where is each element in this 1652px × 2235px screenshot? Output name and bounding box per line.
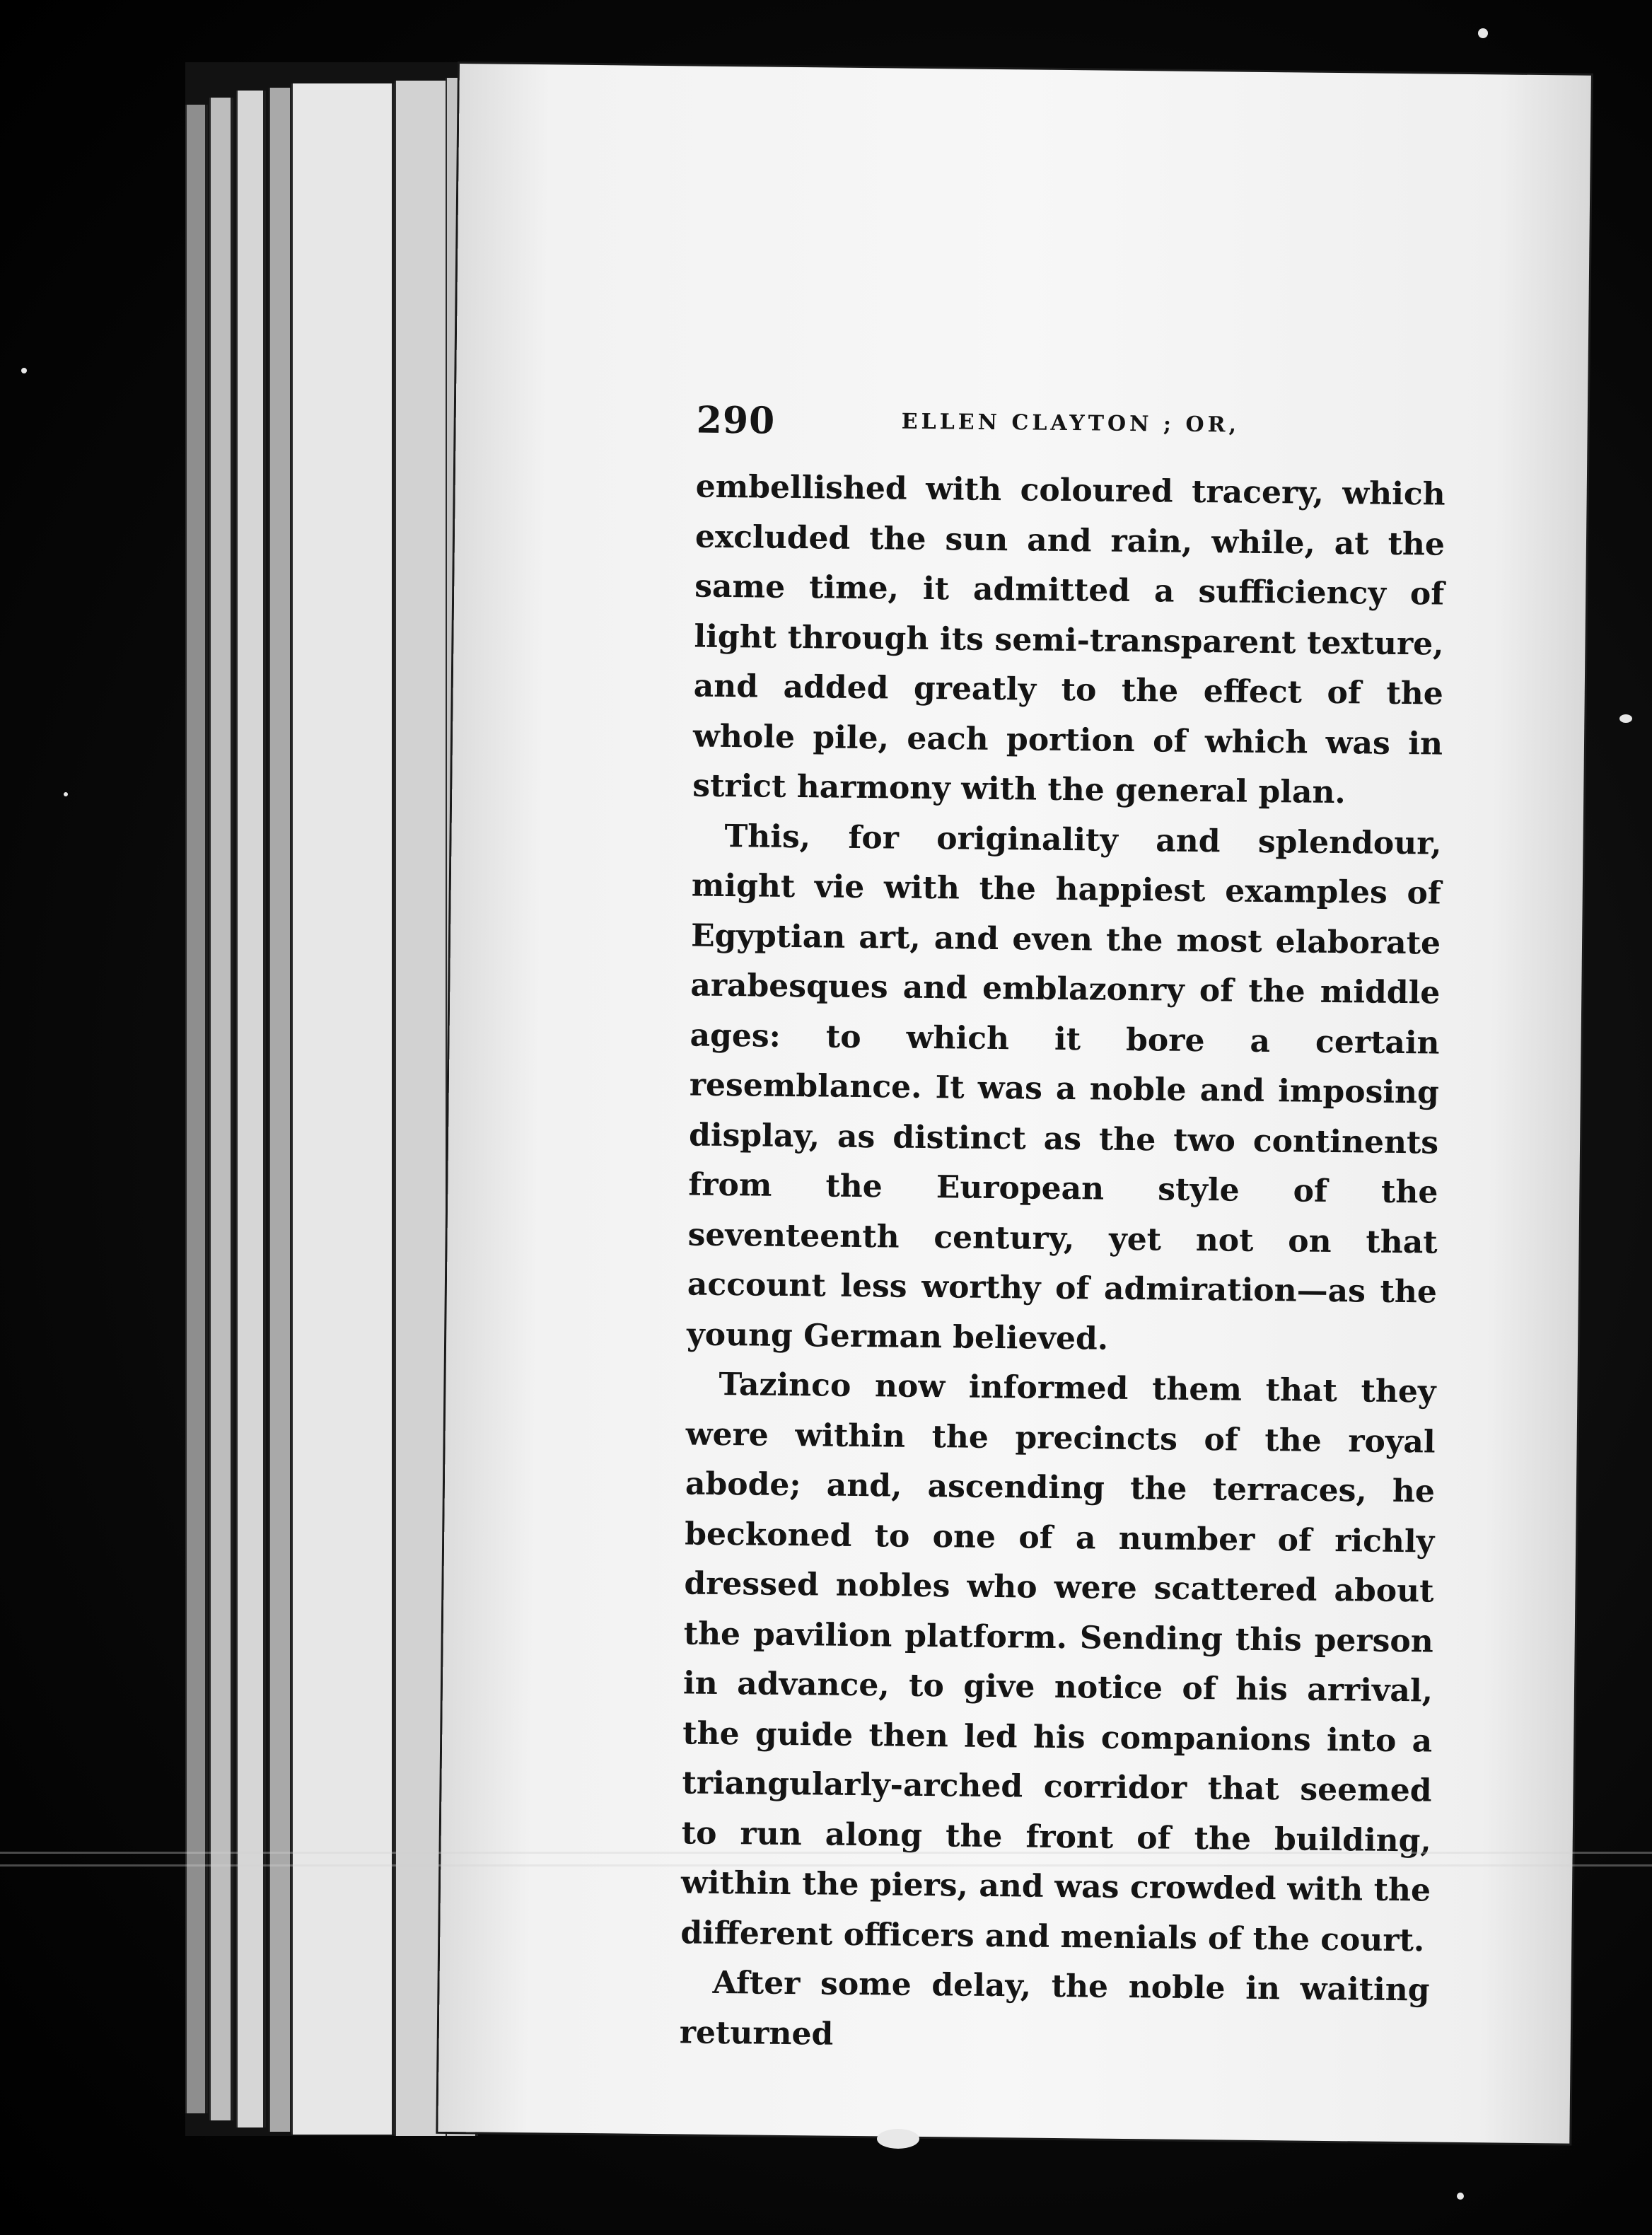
book-page xyxy=(438,64,1591,2144)
paragraph: embellished with coloured tracery, which excluded the sun and rain, while, at the same time, it admitted a sufficiency of light through its semi-transparent texture, and added greatly to the effect of the whole pile, each portion of which was in strict harmony with the general plan. xyxy=(692,468,1446,811)
body-text xyxy=(679,463,1446,2066)
page-content xyxy=(679,399,1446,2066)
scan-speck xyxy=(1619,714,1632,723)
page-edge xyxy=(269,88,293,2132)
scan-speck xyxy=(877,2129,919,2149)
page-edge xyxy=(395,81,448,2136)
scan-speck xyxy=(21,368,27,373)
page-number: 290 xyxy=(696,398,776,443)
scan-speck xyxy=(64,792,68,796)
scan-speck xyxy=(1457,2193,1464,2200)
book-page-edges xyxy=(185,62,468,2136)
page-edge xyxy=(185,105,208,2113)
scan-line-artifact xyxy=(0,1852,1652,1854)
page-edge xyxy=(209,98,233,2120)
page-edge xyxy=(291,83,395,2135)
running-head xyxy=(696,399,1446,470)
scan-speck xyxy=(1478,28,1488,38)
running-head-title: ELLEN CLAYTON ; OR, xyxy=(901,409,1240,438)
paragraph: After some delay, the noble in waiting returned xyxy=(679,1964,1430,2053)
paragraph: Tazinco now informed them that they were within the precincts of the royal abode; and, ascending the terraces, he beckoned to one of a number of richly dressed nobles who were scattered about the pavilion platform. Sending this person in advance, to give notice of his arrival, the guide then led his companions into a triangularly-arched corridor that seemed to run along the front of the building, within the piers, and was crowded with the different officers and menials of the court. xyxy=(680,1366,1436,1958)
scan-line-artifact xyxy=(0,1864,1652,1867)
page-edge xyxy=(236,91,266,2127)
paragraph: This, for originality and splendour, might vie with the happiest examples of Egyptian art, and even the most elaborate arabesques and emblazonry of the middle ages: to which it bore a certain resemblance. It was a noble and imposing display, as distinct as the two continents from the European style of the seventeenth century, yet not on that account less worthy of admiration—as the young German believed. xyxy=(686,818,1442,1357)
